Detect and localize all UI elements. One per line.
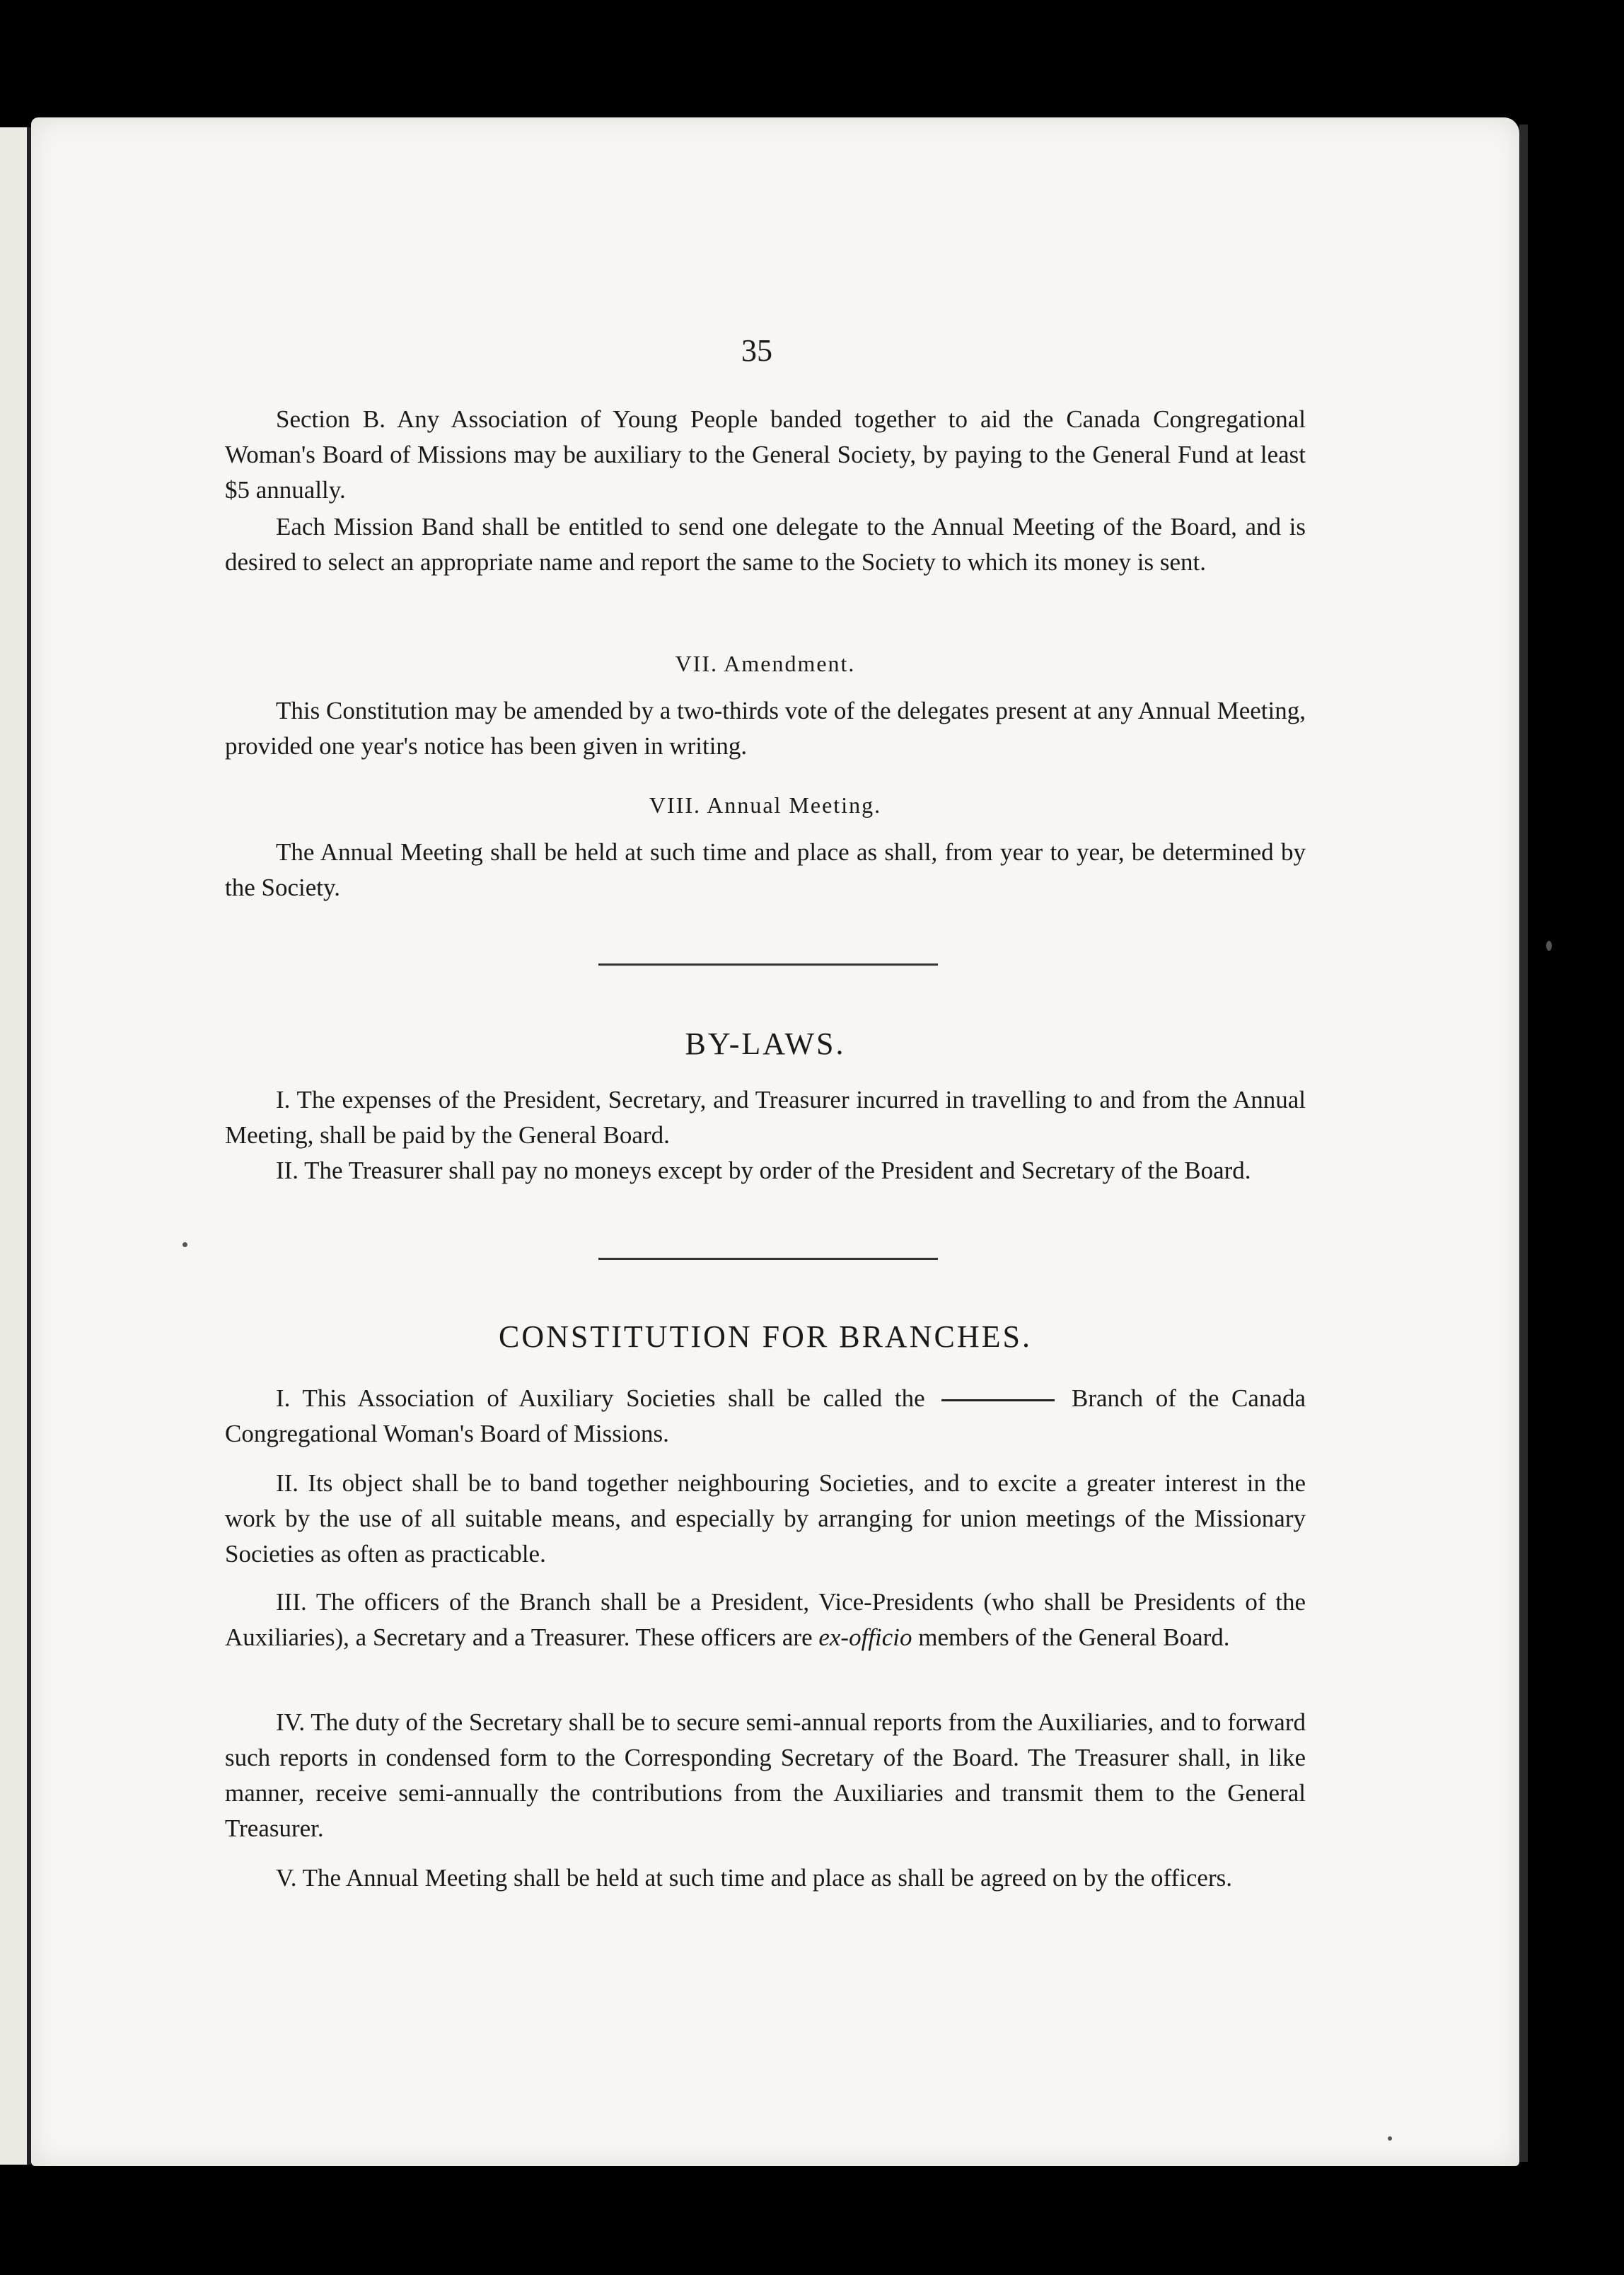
branch-name-blank bbox=[941, 1399, 1055, 1401]
amendment-text: This Constitution may be amended by a two-thirds vote of the delegates present at any Annual Meeting, provided one year's notice has been given in writing. bbox=[225, 697, 1306, 760]
by-law-item: II. The Treasurer shall pay no moneys except by order of the President and Secretary of the Board. bbox=[276, 1157, 1251, 1184]
section-b-paragraph: Section B. Any Association of Young People banded together to aid the Canada Congregational Woman's Board of Missions may be auxiliary to the General Society, by paying to the General Fund at least $5 annually. bbox=[225, 405, 1306, 504]
branch-item-3-start: III. The officers of the Branch shall be a President, Vice-Presidents (who shall be Presidents of the Auxiliaries), a Secretary and a Treasurer. These officers are bbox=[225, 1588, 1306, 1651]
section-divider bbox=[598, 963, 938, 966]
branch-item-1 bbox=[225, 1381, 1306, 1452]
branch-item-5: V. The Annual Meeting shall be held at such time and place as shall be agreed on by the officers. bbox=[276, 1864, 1232, 1892]
mission-band-paragraph: Each Mission Band shall be entitled to send one delegate to the Annual Meeting of the Board, and is desired to select an appropriate name and report the same to the Society to which its money is sent. bbox=[225, 513, 1306, 576]
branch-item-4: IV. The duty of the Secretary shall be to secure semi-annual reports from the Auxiliaries, and to forward such reports in condensed form to the Corresponding Secretary of the Board. The Treasurer shall, in like manner, receive semi-annually the contributions from the Auxiliaries and transmit them to the General Treasurer. bbox=[225, 1708, 1306, 1842]
by-laws-heading: BY-LAWS. bbox=[685, 1026, 846, 1061]
constitution-for-branches-heading: CONSTITUTION FOR BRANCHES. bbox=[499, 1319, 1032, 1354]
amendment-heading: VII. Amendment. bbox=[675, 651, 856, 676]
by-law-item: I. The expenses of the President, Secretary, and Treasurer incurred in travelling to and from the Annual Meeting, shall be paid by the General Board. bbox=[225, 1086, 1306, 1149]
annual-meeting-heading: VIII. Annual Meeting. bbox=[649, 792, 882, 818]
scan-speck bbox=[1546, 941, 1552, 951]
page-number: 35 bbox=[741, 333, 772, 368]
section-divider bbox=[598, 1258, 938, 1260]
branch-item-3 bbox=[225, 1585, 1306, 1655]
branch-item-2: II. Its object shall be to band together neighbouring Societies, and to excite a greater interest in the work by the use of all suitable means, and especially by arranging for union meetings of the Missionary Societies as often as practicable. bbox=[225, 1469, 1306, 1568]
page-edge-shadow bbox=[1519, 125, 1528, 2162]
scan-speck bbox=[182, 1242, 187, 1247]
branch-item-3-end: members of the General Board. bbox=[912, 1623, 1230, 1651]
scan-speck bbox=[1388, 2136, 1392, 2141]
previous-page-edge bbox=[0, 127, 31, 2165]
ex-officio-text: ex-officio bbox=[818, 1623, 912, 1651]
branch-item-1-end: Branch of the Canada Congregational Woman's Board of Missions. bbox=[225, 1384, 1306, 1447]
annual-meeting-text: The Annual Meeting shall be held at such time and place as shall, from year to year, be determined by the Society. bbox=[225, 838, 1306, 901]
branch-item-1-start: I. This Association of Auxiliary Societies shall be called the bbox=[276, 1384, 938, 1412]
